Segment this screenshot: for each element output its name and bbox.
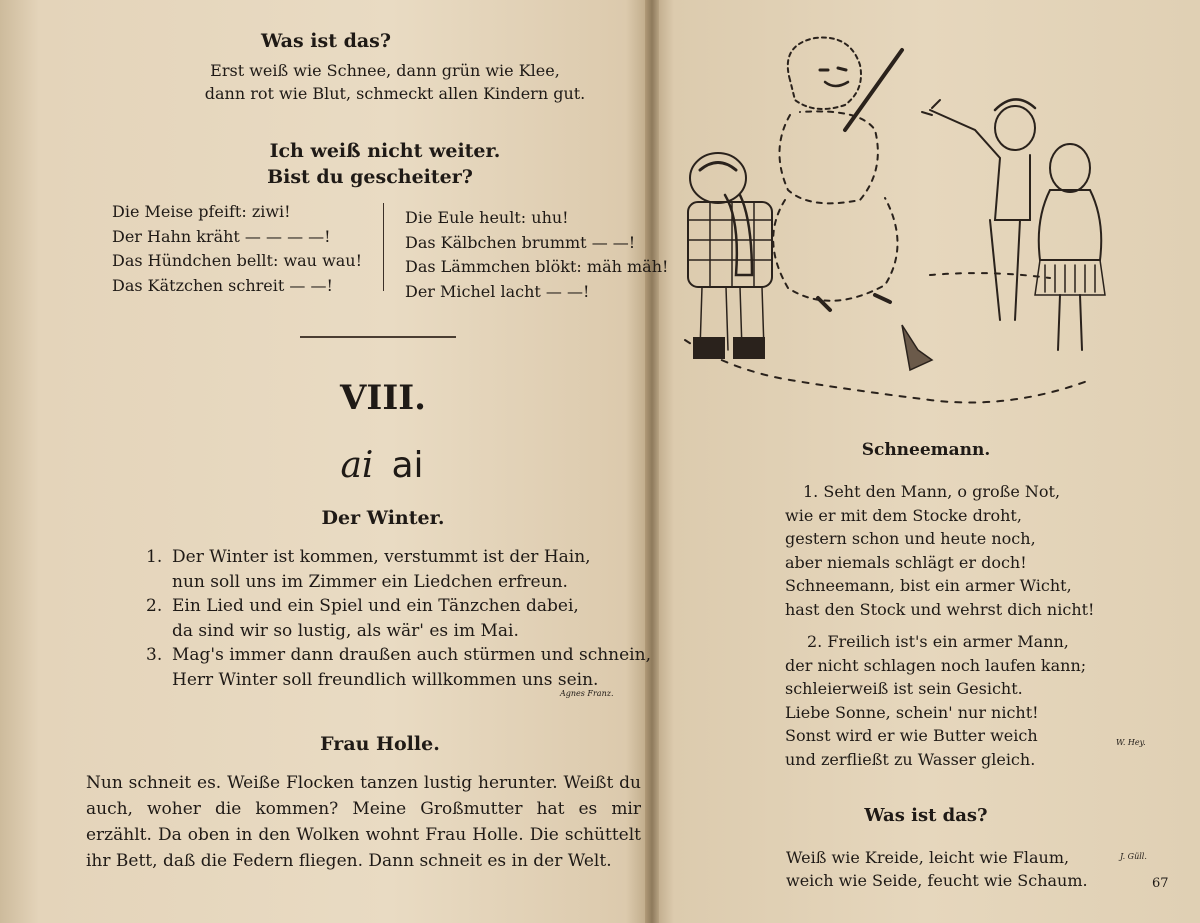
column-divider — [383, 203, 384, 291]
poem-line: und zerfließt zu Wasser gleich. — [785, 749, 1036, 769]
riddle-line-2: dann rot wie Blut, schmeckt allen Kindern gut. — [204, 84, 586, 103]
schneemann-stanza-2 — [785, 630, 1086, 771]
riddle2-title: Was ist das? — [864, 805, 988, 826]
holle-paragraph: Nun schneit es. Weiße Flocken tanzen lustig herunter. Weißt du auch, woher die kommen? Meine Großmutter hat es mir erzählt. Da oben in den Wolken wohnt Frau Holle. Die schüttelt ihr Bett, daß die Federn fliegen. Dann schneit es in der Welt. — [86, 773, 641, 871]
poem-line: Sonst wird er wie Butter weich — [785, 726, 1038, 745]
poem-line: wie er mit dem Stocke droht, — [785, 505, 1022, 525]
schneemann-title: Schneemann. — [861, 440, 991, 460]
stanza-line: Der Winter ist kommen, verstummt ist der Hain, — [172, 547, 591, 567]
schneemann-author: W. Hey. — [1116, 738, 1146, 747]
riddle2-line-1: Weiß wie Kreide, leicht wie Flaum, — [786, 848, 1070, 867]
poem-line: Schneemann, bist ein armer Wicht, — [785, 576, 1072, 595]
animal-line: Das Kätzchen schreit — —! — [112, 275, 333, 295]
stanza-line: nun soll uns im Zimmer ein Liedchen erfreun. — [172, 571, 568, 592]
animal-line: Der Hahn kräht — — — —! — [112, 226, 331, 246]
letter-demo — [0, 445, 764, 486]
stanza-line: Mag's immer dann draußen auch stürmen und schnein, — [172, 645, 651, 665]
winter-author: Agnes Franz. — [560, 689, 614, 698]
poem-line: 1. Seht den Mann, o große Not, — [803, 482, 1061, 501]
poem-line: der nicht schlagen noch laufen kann; — [785, 655, 1087, 675]
animal-line: Die Meise pfeift: ziwi! — [112, 202, 291, 221]
stanza-number: 3. — [146, 645, 163, 665]
animal-line: Das Lämmchen blökt: mäh mäh! — [405, 257, 669, 276]
stanza-line: Ein Lied und ein Spiel und ein Tänzchen dabei, — [172, 596, 579, 616]
poem-line: hast den Stock und wehrst dich nicht! — [785, 599, 1095, 619]
print-ai: ai — [391, 445, 424, 486]
section-rule — [300, 336, 456, 338]
poem-line: Liebe Sonne, schein' nur nicht! — [785, 702, 1039, 722]
winter-stanza-3 — [146, 643, 651, 692]
riddle2-text — [786, 846, 1088, 892]
snowman-illustration — [670, 20, 1140, 420]
animal-line: Das Hündchen bellt: wau wau! — [112, 251, 363, 270]
riddle2-line-2: weich wie Seide, feucht wie Schaum. — [786, 871, 1088, 890]
winter-title: Der Winter. — [321, 507, 445, 529]
stanza-line: Herr Winter soll freundlich willkommen uns sein. — [172, 669, 599, 690]
page-number: 67 — [1152, 876, 1169, 891]
poem-line: gestern schon und heute noch, — [785, 529, 1036, 548]
riddle-line-1: Erst weiß wie Schnee, dann grün wie Klee, — [210, 61, 560, 80]
ich-weiss-line: Ich weiß nicht weiter. — [269, 140, 501, 162]
riddle2-author: J. Güll. — [1120, 852, 1147, 861]
poem-line: aber niemals schlägt er doch! — [785, 552, 1027, 572]
holle-title: Frau Holle. — [320, 733, 440, 755]
animal-sounds-right — [405, 206, 668, 304]
cursive-ai: ai — [340, 445, 374, 486]
stanza-number: 1. — [146, 547, 163, 567]
chapter-number: VIII. — [340, 378, 426, 418]
poem-line: 2. Freilich ist's ein armer Mann, — [807, 632, 1069, 651]
riddle-title: Was ist das? — [260, 30, 392, 52]
stanza-line: da sind wir so lustig, als wär' es im Mai. — [172, 620, 519, 641]
stanza-number: 2. — [146, 596, 163, 616]
winter-stanza-1 — [146, 545, 591, 594]
animal-sounds-left — [112, 200, 362, 298]
schneemann-stanza-1 — [785, 480, 1094, 621]
animal-line: Der Michel lacht — —! — [405, 281, 590, 301]
animal-line: Die Eule heult: uhu! — [405, 208, 569, 227]
winter-stanza-2 — [146, 594, 579, 643]
poem-line: schleierweiß ist sein Gesicht. — [785, 679, 1023, 698]
bist-du-line: Bist du gescheiter? — [267, 166, 473, 188]
animal-line: Das Kälbchen brummt — —! — [405, 232, 636, 252]
